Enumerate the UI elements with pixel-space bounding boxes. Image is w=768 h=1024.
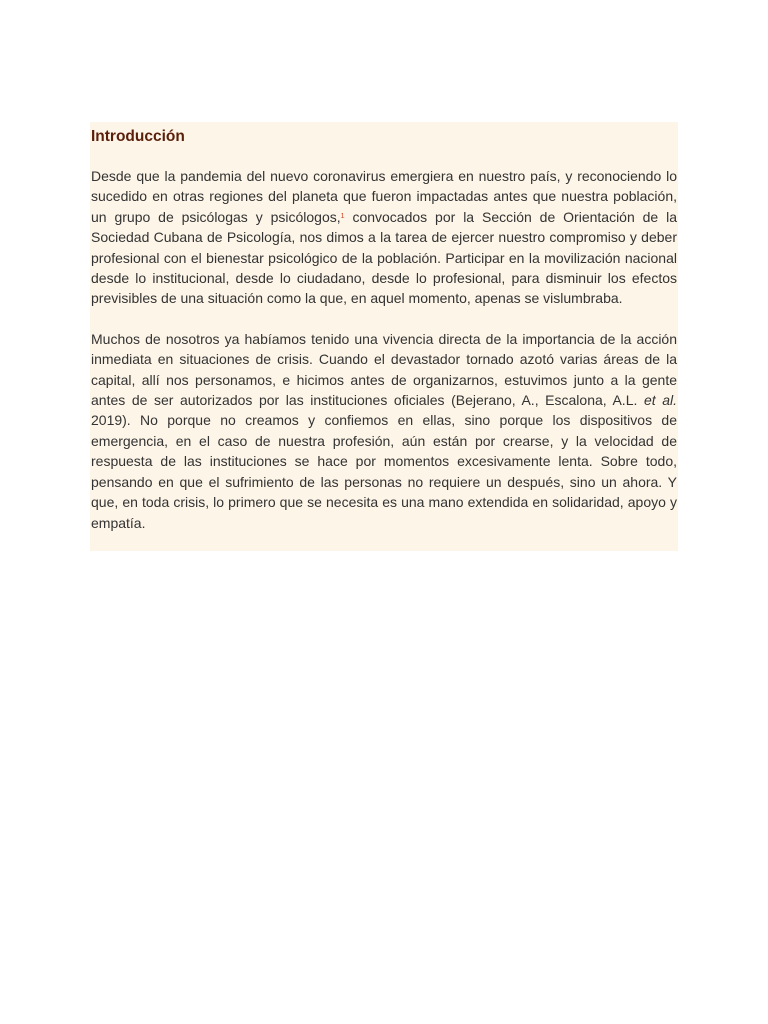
footnote-link-1[interactable]: 1 [340, 212, 345, 220]
paragraph-1-text-a: Desde que la pandemia del nuevo coronavirus emergiera en nuestro país, y reconociendo lo sucedido en otras regiones del planeta que fueron impactadas antes que nuestra población, un grupo de psicólogas y psicólogos, [91, 168, 677, 225]
paragraph-2-text-a: Muchos de nosotros ya habíamos tenido una vivencia directa de la importancia de la acción inmediata en situaciones de crisis. Cuando el devastador tornado azotó varias áreas de la capital, allí nos personamos, e hicimos antes de organizarnos, estuvimos junto a la gente antes de ser autorizados por las instituciones oficiales (Bejerano, A., Escalona, A.L. [91, 330, 677, 409]
paragraph-2-text-b: 2019). No porque no creamos y confiemos en ellas, sino porque los dispositivos de emergencia, en el caso de nuestra profesión, aún están por crearse, y la velocidad de respuesta de las instituciones se hace por momentos excesivamente lenta. Sobre todo, pensando en que el sufrimiento de las personas no requiere un después, sino un ahora. Y que, en toda crisis, lo primero que se necesita es una mano extendida en solidaridad, apoyo y empatía. [91, 412, 677, 531]
paragraph-1 [91, 166, 677, 309]
article-section [90, 122, 678, 551]
citation-et-al: et al. [643, 392, 677, 409]
paragraph-1-text-b: convocados por la Sección de Orientación de la Sociedad Cubana de Psicología, nos dimos a la tarea de ejercer nuestro compromiso y deber profesional con el bienestar psicológico de la población. Participar en la movilización nacional desde lo institucional, desde lo ciudadano, desde lo profesional, para disminuir los efectos previsibles de una situación como la que, en aquel momento, apenas se vislumbraba. [91, 208, 678, 307]
paragraph-2 [91, 329, 677, 533]
section-heading: Introducción [91, 128, 185, 145]
